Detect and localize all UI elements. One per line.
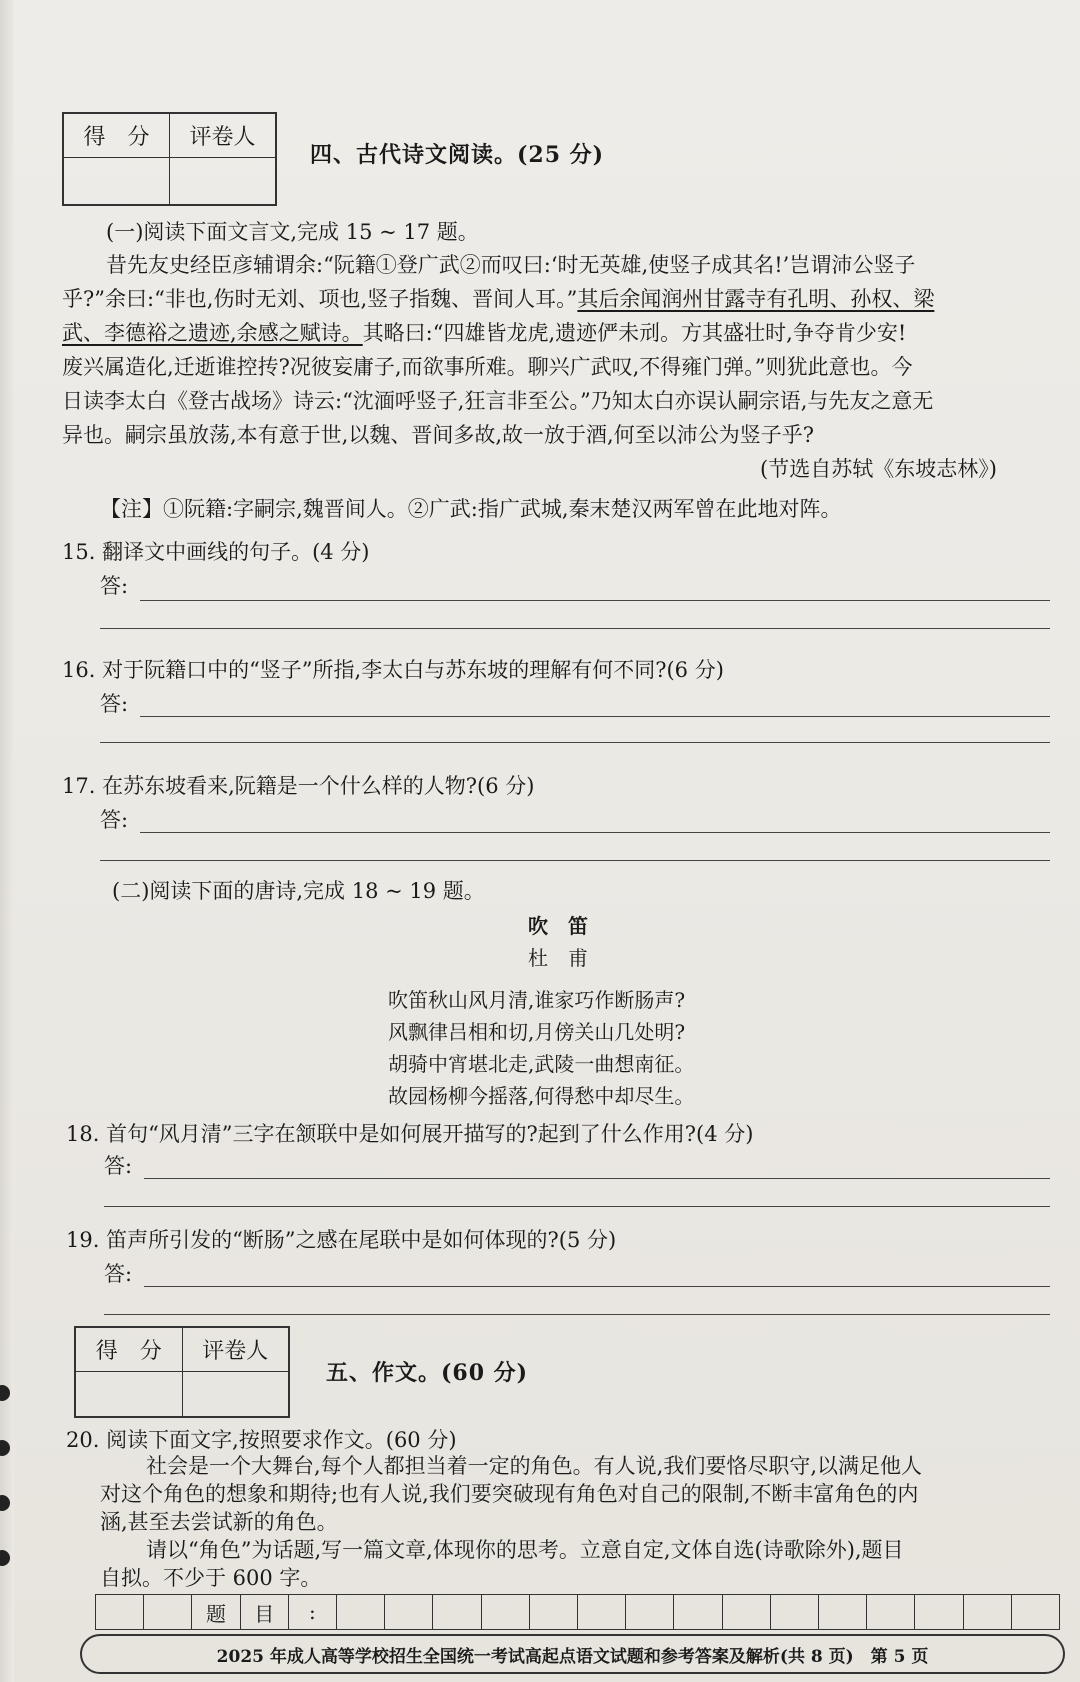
passage-line-2 <box>62 282 934 316</box>
grid-cell[interactable] <box>819 1595 867 1629</box>
answer-line[interactable] <box>144 1286 1050 1287</box>
grid-cell[interactable] <box>915 1595 963 1629</box>
punch-hole <box>0 1550 10 1566</box>
answer-line[interactable] <box>144 1178 1050 1179</box>
grid-cell[interactable] <box>144 1595 192 1629</box>
grid-cell[interactable]: 目 <box>241 1595 289 1629</box>
grid-cell[interactable] <box>530 1595 578 1629</box>
score-box-section5 <box>74 1326 290 1418</box>
grid-cell[interactable] <box>723 1595 771 1629</box>
grid-cell[interactable] <box>96 1595 144 1629</box>
reviewer-label: 评卷人 <box>182 1327 289 1371</box>
part1-intro: (一)阅读下面文言文,完成 15 ~ 17 题。 <box>106 220 479 244</box>
question-17: 17. 在苏东坡看来,阮籍是一个什么样的人物?(6 分) <box>62 774 535 798</box>
passage-line-2a: 乎?”余曰:“非也,伤时无刘、项也,竖子指魏、晋间人耳。” <box>62 287 578 311</box>
passage-line-3 <box>62 316 906 350</box>
answer-line[interactable] <box>104 1206 1050 1207</box>
answer-line[interactable] <box>100 860 1050 861</box>
grid-cell[interactable] <box>337 1595 385 1629</box>
answer-label: 答: <box>100 692 129 716</box>
grid-cell[interactable]: : <box>289 1595 337 1629</box>
question-15: 15. 翻译文中画线的句子。(4 分) <box>62 540 370 564</box>
underlined-sentence-b: 武、李德裕之遗迹,余感之赋诗。 <box>62 321 363 345</box>
punch-hole <box>0 1385 10 1401</box>
underlined-sentence-a: 其后余闻润州甘露寺有孔明、孙权、梁 <box>577 287 935 311</box>
question-19: 19. 笛声所引发的“断肠”之感在尾联中是如何体现的?(5 分) <box>66 1228 617 1252</box>
passage-source: (节选自苏轼《东坡志林》) <box>760 457 997 481</box>
answer-line[interactable] <box>140 716 1050 717</box>
section4-title: 四、古代诗文阅读。(25 分) <box>310 142 605 168</box>
grid-cell[interactable] <box>626 1595 674 1629</box>
grid-cell[interactable] <box>385 1595 433 1629</box>
grid-cell[interactable] <box>771 1595 819 1629</box>
poem-title: 吹 笛 <box>528 914 588 938</box>
answer-line[interactable] <box>140 600 1050 601</box>
prompt-line-1: 社会是一个大舞台,每个人都担当着一定的角色。有人说,我们要恪尽职守,以满足他人 <box>146 1454 923 1478</box>
reviewer-cell[interactable] <box>182 1371 289 1417</box>
question-16: 16. 对于阮籍口中的“竖子”所指,李太白与苏东坡的理解有何不同?(6 分) <box>62 658 724 682</box>
score-label: 得 分 <box>75 1327 182 1371</box>
answer-label: 答: <box>104 1154 133 1178</box>
score-cell[interactable] <box>63 157 170 205</box>
poem-line-2: 风飘律吕相和切,月傍关山几处明? <box>388 1020 686 1044</box>
punch-hole <box>0 1440 10 1456</box>
grid-cell[interactable]: 题 <box>192 1595 240 1629</box>
question-18: 18. 首句“风月清”三字在颔联中是如何展开描写的?起到了什么作用?(4 分) <box>66 1122 754 1146</box>
question-20: 20. 阅读下面文字,按照要求作文。(60 分) <box>66 1428 457 1452</box>
passage-line-6: 异也。嗣宗虽放荡,本有意于世,以魏、晋间多故,故一放于酒,何至以沛公为竖子乎? <box>62 423 814 447</box>
answer-label: 答: <box>104 1262 133 1286</box>
grid-cell[interactable] <box>482 1595 530 1629</box>
punch-hole <box>0 1495 10 1511</box>
poem-line-4: 故园杨柳今摇落,何得愁中却尽生。 <box>388 1084 695 1108</box>
page-footer: 2025 年成人高等学校招生全国统一考试高起点语文试题和参考答案及解析(共 8 页) 第 5 页 <box>80 1634 1065 1674</box>
passage-line-4: 废兴属造化,迁逝谁控抟?况彼妄庸子,而欲事所难。聊兴广武叹,不得雍门弹。”则犹此意也。今 <box>62 355 913 379</box>
poem-author: 杜 甫 <box>528 946 588 970</box>
section5-title: 五、作文。(60 分) <box>326 1360 529 1386</box>
passage-line-5: 日读李太白《登古战场》诗云:“沈湎呼竖子,狂言非至公。”乃知太白亦误认嗣宗语,与先友之意无 <box>62 389 934 413</box>
passage-line-3b: 其略曰:“四雄皆龙虎,遗迹俨未刓。方其盛壮时,争夺肯少安! <box>362 321 907 345</box>
answer-label: 答: <box>100 808 129 832</box>
prompt-line-4: 请以“角色”为话题,写一篇文章,体现你的思考。立意自定,文体自选(诗歌除外),题目 <box>146 1538 904 1562</box>
score-box-section4 <box>62 112 277 206</box>
reviewer-label: 评卷人 <box>170 113 277 157</box>
passage-line-1: 昔先友史经臣彦辅谓余:“阮籍①登广武②而叹曰:‘时无英雄,使竖子成其名!’岂谓沛公竖子 <box>106 253 916 277</box>
prompt-line-5: 自拟。不少于 600 字。 <box>100 1566 322 1590</box>
poem-line-3: 胡骑中宵堪北走,武陵一曲想南征。 <box>388 1052 695 1076</box>
poem-line-1: 吹笛秋山风月清,谁家巧作断肠声? <box>388 988 686 1012</box>
prompt-line-2: 对这个角色的想象和期待;也有人说,我们要突破现有角色对自己的限制,不断丰富角色的内 <box>100 1482 919 1506</box>
answer-line[interactable] <box>140 832 1050 833</box>
score-label: 得 分 <box>63 113 170 157</box>
grid-cell[interactable] <box>867 1595 915 1629</box>
part2-intro: (二)阅读下面的唐诗,完成 18 ~ 19 题。 <box>112 879 485 903</box>
grid-cell[interactable] <box>433 1595 481 1629</box>
answer-label: 答: <box>100 574 129 598</box>
binding-edge <box>0 0 14 1682</box>
essay-title-grid[interactable] <box>95 1594 1060 1630</box>
grid-cell[interactable] <box>674 1595 722 1629</box>
answer-line[interactable] <box>104 1314 1050 1315</box>
answer-line[interactable] <box>100 628 1050 629</box>
score-cell[interactable] <box>75 1371 182 1417</box>
prompt-line-3: 涵,甚至去尝试新的角色。 <box>100 1510 338 1534</box>
grid-cell[interactable] <box>964 1595 1012 1629</box>
grid-cell[interactable] <box>578 1595 626 1629</box>
grid-cell[interactable] <box>1012 1595 1059 1629</box>
reviewer-cell[interactable] <box>170 157 277 205</box>
answer-line[interactable] <box>100 742 1050 743</box>
annotation-note: 【注】①阮籍:字嗣宗,魏晋间人。②广武:指广武城,秦末楚汉两军曾在此地对阵。 <box>100 497 842 521</box>
